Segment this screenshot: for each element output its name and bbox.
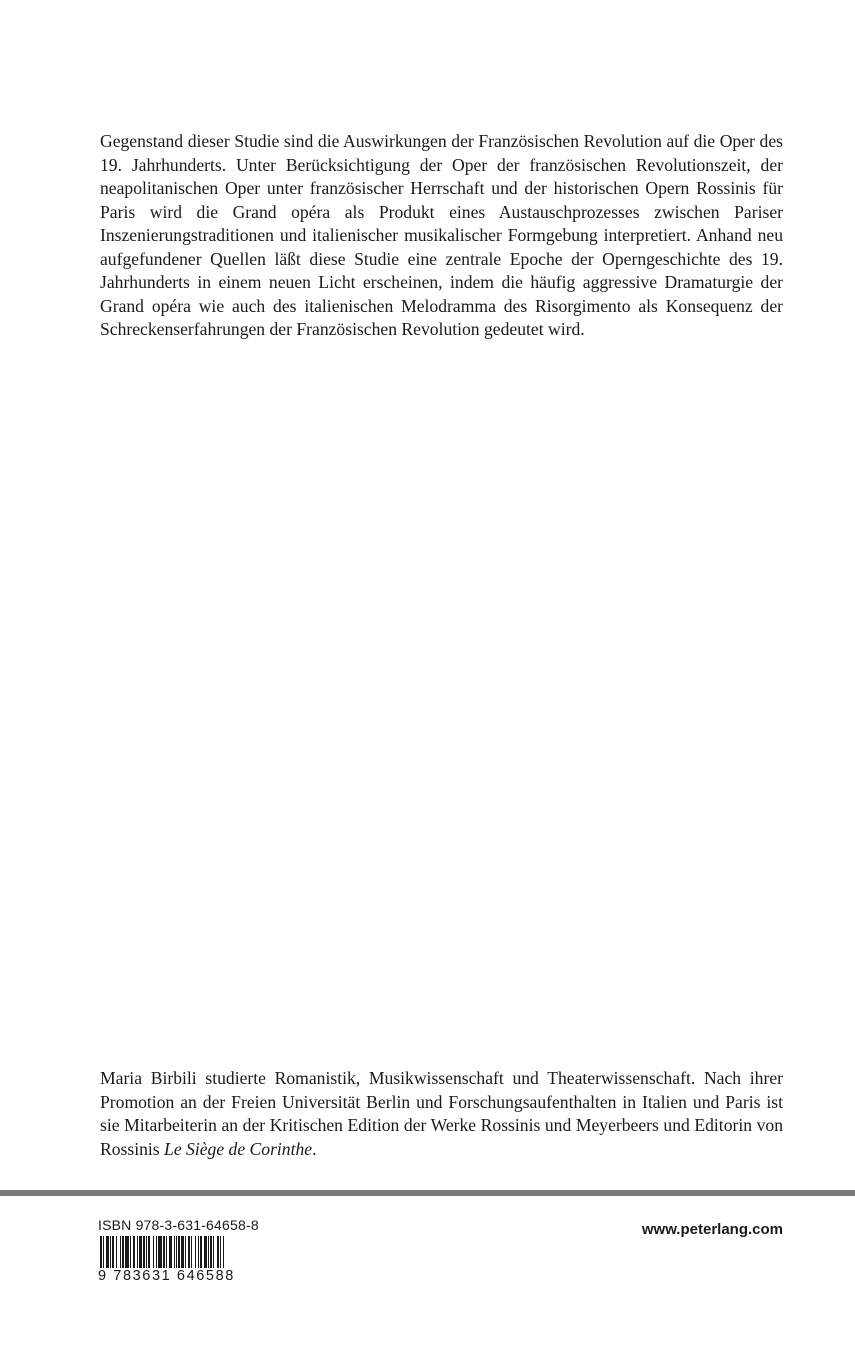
divider-rule <box>0 1190 855 1196</box>
barcode-icon <box>100 1236 276 1268</box>
author-bio-text: Maria Birbili studierte Romanistik, Musikwissenschaft und Theaterwissenschaft. Nach ihrer Promotion an der Freien Universität Berlin und Forschungsaufenthalten in Italien und Paris ist sie Mitarbeiterin an der Kritischen Edition der Werke Rossinis und Meyerbeers und Editorin von Rossinis <box>100 1068 783 1159</box>
blurb-paragraph: Gegenstand dieser Studie sind die Auswirkungen der Französischen Revolution auf die Oper des 19. Jahrhunderts. Unter Berücksichtigung der Oper der französischen Revolutionszeit, der neapolitanischen Oper unter französischer Herrschaft und der historischen Opern Rossinis für Paris wird die Grand opéra als Produkt eines Austauschprozesses zwischen Pariser Inszenierungstraditionen und italienischer musikalischer Formgebung interpretiert. Anhand neu aufgefundener Quellen läßt diese Studie eine zentrale Epoche der Operngeschichte des 19. Jahrhunderts in einem neuen Licht erscheinen, indem die häufig aggressive Dramaturgie der Grand opéra wie auch des italienischen Melodramma des Risorgimento als Konsequenz der Schreckenserfahrungen der Französischen Revolution gedeutet wird. <box>100 131 783 339</box>
book-title: Le Siège de Corinthe <box>164 1138 313 1159</box>
author-bio-paragraph <box>100 1067 783 1161</box>
isbn-label: ISBN 978-3-631-64658-8 <box>98 1217 259 1233</box>
publisher-website: www.peterlang.com <box>641 1221 783 1238</box>
author-bio-end: . <box>312 1138 317 1159</box>
barcode-digits: 9 783631 646588 <box>98 1268 235 1284</box>
